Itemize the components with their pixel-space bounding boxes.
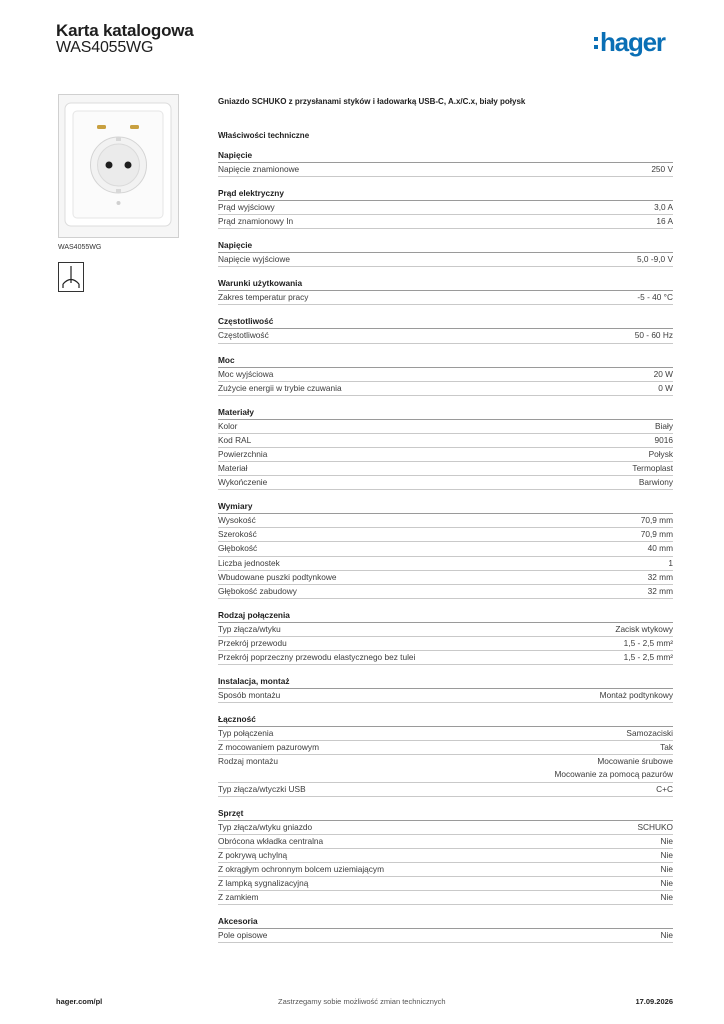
spec-label: Typ złącza/wtyczki USB bbox=[218, 783, 306, 794]
spec-group bbox=[218, 315, 673, 343]
spec-label: Szerokość bbox=[218, 529, 257, 540]
spec-label: Liczba jednostek bbox=[218, 557, 280, 568]
spec-value: 1,5 - 2,5 mm² bbox=[623, 637, 673, 648]
spec-value: Połysk bbox=[648, 448, 673, 459]
spec-label: Prąd znamionowy In bbox=[218, 216, 294, 227]
spec-value: Biały bbox=[655, 420, 673, 431]
logo-text: hager bbox=[600, 27, 665, 57]
spec-value bbox=[554, 755, 673, 781]
spec-value: Tak bbox=[660, 742, 673, 753]
spec-group-title: Warunki użytkowania bbox=[218, 277, 673, 291]
spec-label: Wysokość bbox=[218, 515, 256, 526]
spec-row bbox=[218, 542, 673, 556]
product-image bbox=[58, 94, 179, 238]
spec-value: Termoplast bbox=[632, 463, 673, 474]
spec-label: Moc wyjściowa bbox=[218, 368, 274, 379]
spec-label: Napięcie znamionowe bbox=[218, 164, 300, 174]
spec-label: Przekrój poprzeczny przewodu elastycznego bez tulei bbox=[218, 651, 416, 662]
spec-group bbox=[218, 277, 673, 305]
spec-value-line: Mocowanie za pomocą pazurów bbox=[554, 769, 673, 780]
spec-value: 70,9 mm bbox=[640, 515, 673, 526]
spec-row bbox=[218, 528, 673, 542]
product-image-caption: WAS4055WG bbox=[58, 244, 102, 251]
spec-row bbox=[218, 571, 673, 585]
spec-group bbox=[218, 500, 673, 599]
spec-value: 1,5 - 2,5 mm² bbox=[623, 651, 673, 662]
spec-value: -5 - 40 °C bbox=[637, 292, 673, 303]
spec-label: Rodzaj montażu bbox=[218, 756, 278, 767]
spec-row bbox=[218, 929, 673, 943]
spec-row bbox=[218, 368, 673, 382]
spec-label: Kolor bbox=[218, 420, 238, 431]
spec-row bbox=[218, 783, 673, 797]
spec-label: Typ złącza/wtyku gniazdo bbox=[218, 821, 313, 832]
spec-row bbox=[218, 877, 673, 891]
spec-group-title: Rodzaj połączenia bbox=[218, 609, 673, 623]
spec-row bbox=[218, 462, 673, 476]
spec-value: Zacisk wtykowy bbox=[615, 623, 673, 634]
spec-group-title: Wymiary bbox=[218, 500, 673, 514]
spec-group bbox=[218, 354, 673, 396]
spec-label: Kod RAL bbox=[218, 434, 252, 445]
spec-group-title: Instalacja, montaż bbox=[218, 675, 673, 689]
spec-value-line: Mocowanie śrubowe bbox=[597, 756, 673, 767]
spec-label: Częstotliwość bbox=[218, 330, 269, 341]
spec-label: Materiał bbox=[218, 463, 248, 474]
spec-group-title: Prąd elektryczny bbox=[218, 187, 673, 201]
spec-row bbox=[218, 623, 673, 637]
installation-symbol-icon bbox=[58, 262, 84, 292]
spec-value: Nie bbox=[660, 835, 673, 846]
spec-group bbox=[218, 149, 673, 177]
spec-group-title: Akcesoria bbox=[218, 915, 673, 929]
spec-group-title: Sprzęt bbox=[218, 807, 673, 821]
hager-logo bbox=[594, 27, 665, 57]
spec-value: Nie bbox=[660, 892, 673, 903]
spec-value: 9016 bbox=[654, 434, 673, 445]
spec-group bbox=[218, 713, 673, 796]
logo-colon-icon bbox=[594, 37, 598, 49]
spec-row bbox=[218, 382, 673, 396]
spec-value: 70,9 mm bbox=[640, 529, 673, 540]
spec-group bbox=[218, 807, 673, 906]
spec-label: Z pokrywą uchylną bbox=[218, 849, 288, 860]
spec-value: Nie bbox=[660, 930, 673, 941]
spec-label: Sposób montażu bbox=[218, 690, 281, 701]
spec-row bbox=[218, 291, 673, 305]
spec-row bbox=[218, 448, 673, 462]
spec-group bbox=[218, 239, 673, 267]
spec-value: C+C bbox=[656, 783, 673, 794]
spec-row bbox=[218, 420, 673, 434]
spec-value: 1 bbox=[668, 557, 673, 568]
spec-label: Typ połączenia bbox=[218, 728, 274, 739]
spec-label: Z okrągłym ochronnym bolcem uziemiającym bbox=[218, 863, 384, 874]
spec-label: Wykończenie bbox=[218, 477, 268, 488]
spec-value: Barwiony bbox=[638, 477, 673, 488]
spec-value: 3,0 A bbox=[654, 202, 673, 213]
spec-row bbox=[218, 215, 673, 229]
spec-row bbox=[218, 835, 673, 849]
spec-value: Nie bbox=[660, 878, 673, 888]
spec-value: Samozaciski bbox=[626, 728, 673, 739]
spec-group-title: Częstotliwość bbox=[218, 315, 673, 329]
footer-website: hager.com/pl bbox=[56, 997, 103, 1006]
spec-row bbox=[218, 755, 673, 782]
spec-table bbox=[218, 149, 673, 953]
footer-date: 17.09.2026 bbox=[635, 997, 673, 1006]
spec-label: Przekrój przewodu bbox=[218, 637, 287, 648]
spec-group-title: Łączność bbox=[218, 713, 673, 727]
page-title: Karta katalogowa bbox=[56, 21, 194, 40]
spec-label: Prąd wyjściowy bbox=[218, 202, 275, 213]
spec-value: 40 mm bbox=[647, 543, 673, 554]
spec-value: 250 V bbox=[651, 164, 673, 174]
spec-value: 16 A bbox=[656, 216, 673, 227]
spec-label: Powierzchnia bbox=[218, 448, 268, 459]
spec-row bbox=[218, 863, 673, 877]
spec-label: Z mocowaniem pazurowym bbox=[218, 742, 319, 753]
spec-row bbox=[218, 253, 673, 267]
spec-group bbox=[218, 187, 673, 229]
spec-row bbox=[218, 741, 673, 755]
spec-row bbox=[218, 434, 673, 448]
spec-label: Głębokość zabudowy bbox=[218, 585, 297, 596]
spec-group bbox=[218, 609, 673, 665]
spec-group-title: Napięcie bbox=[218, 149, 673, 163]
spec-label: Zakres temperatur pracy bbox=[218, 292, 309, 303]
spec-value: Nie bbox=[660, 849, 673, 860]
spec-label: Typ złącza/wtyku bbox=[218, 623, 281, 634]
spec-row bbox=[218, 163, 673, 177]
spec-label: Napięcie wyjściowe bbox=[218, 254, 290, 265]
spec-group-title: Materiały bbox=[218, 406, 673, 420]
spec-row bbox=[218, 849, 673, 863]
spec-label: Pole opisowe bbox=[218, 930, 268, 941]
spec-group bbox=[218, 406, 673, 490]
spec-value: 20 W bbox=[653, 368, 673, 379]
footer-disclaimer: Zastrzegamy sobie możliwość zmian technicznych bbox=[278, 997, 446, 1006]
spec-value: 32 mm bbox=[647, 585, 673, 596]
spec-label: Obrócona wkładka centralna bbox=[218, 835, 324, 846]
product-description: Gniazdo SCHUKO z przysłanami styków i ładowarką USB-C, A.x/C.x, biały połysk bbox=[218, 97, 526, 106]
spec-row bbox=[218, 557, 673, 571]
spec-value: SCHUKO bbox=[637, 821, 673, 832]
spec-label: Zużycie energii w trybie czuwania bbox=[218, 382, 342, 393]
spec-label: Głębokość bbox=[218, 543, 258, 554]
spec-row bbox=[218, 891, 673, 905]
spec-row bbox=[218, 637, 673, 651]
spec-row bbox=[218, 476, 673, 490]
spec-row bbox=[218, 689, 673, 703]
spec-row bbox=[218, 585, 673, 599]
spec-value: 0 W bbox=[658, 382, 673, 393]
spec-label: Z lampką sygnalizacyjną bbox=[218, 878, 309, 888]
spec-value: Nie bbox=[660, 863, 673, 874]
spec-value: 5,0 -9,0 V bbox=[637, 254, 673, 265]
spec-row bbox=[218, 727, 673, 741]
spec-group bbox=[218, 915, 673, 943]
spec-row bbox=[218, 201, 673, 215]
spec-value: Montaż podtynkowy bbox=[599, 690, 673, 701]
spec-row bbox=[218, 651, 673, 665]
spec-label: Wbudowane puszki podtynkowe bbox=[218, 571, 337, 582]
spec-value: 32 mm bbox=[647, 571, 673, 582]
spec-group-title: Napięcie bbox=[218, 239, 673, 253]
spec-row bbox=[218, 514, 673, 528]
spec-row bbox=[218, 329, 673, 343]
spec-value: 50 - 60 Hz bbox=[634, 330, 673, 341]
technical-properties-heading: Właściwości techniczne bbox=[218, 131, 310, 140]
spec-group-title: Moc bbox=[218, 354, 673, 368]
spec-label: Z zamkiem bbox=[218, 892, 259, 903]
product-code: WAS4055WG bbox=[56, 39, 154, 56]
socket-illustration-icon bbox=[59, 95, 178, 237]
spec-group bbox=[218, 675, 673, 703]
spec-row bbox=[218, 821, 673, 835]
